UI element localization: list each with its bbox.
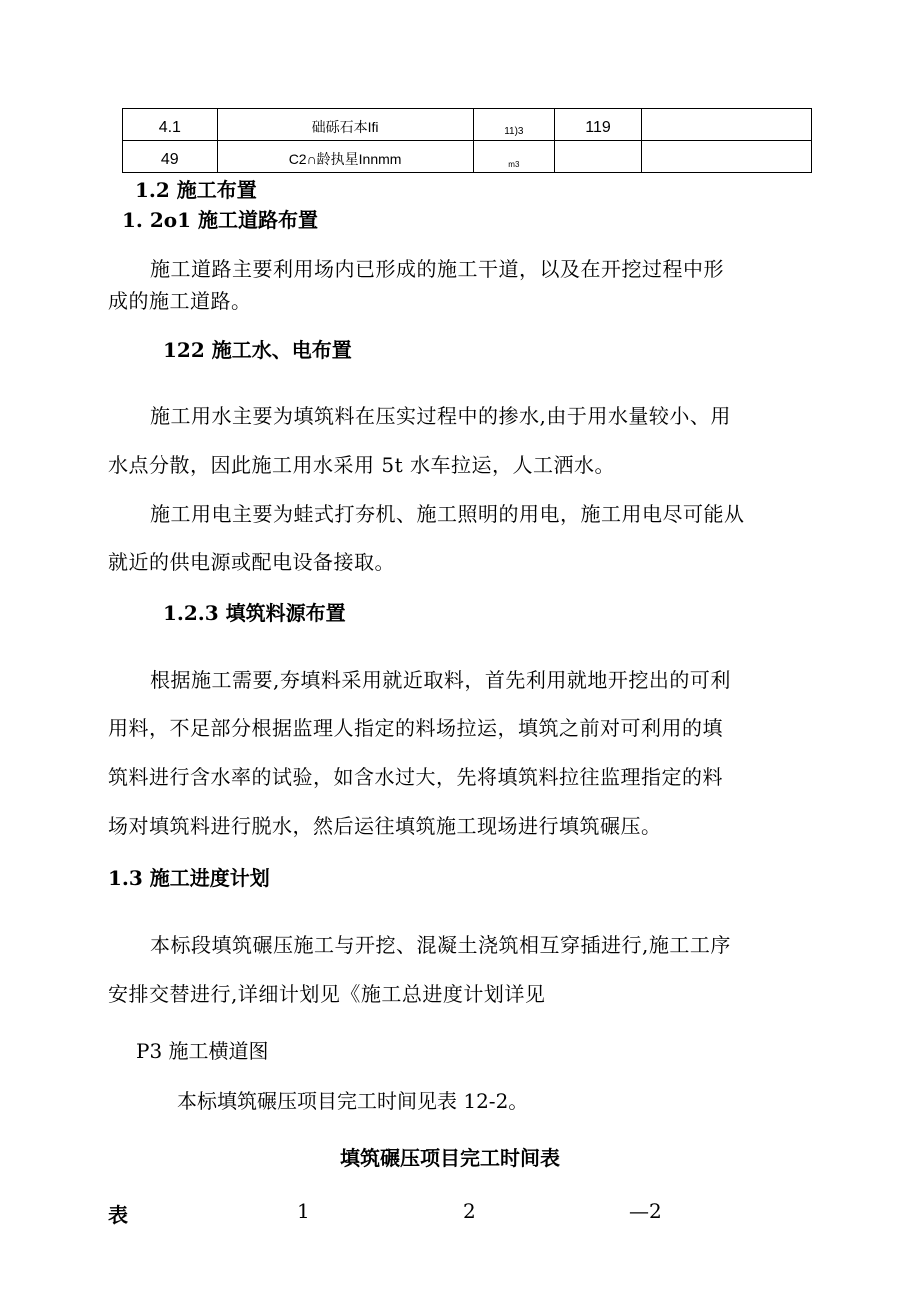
- item-name: 础砾石本Ifi: [311, 119, 379, 135]
- paragraph-line: 本标段填筑碾压施工与开挖、混凝土浇筑相互穿插进行,施工工序: [150, 933, 731, 957]
- table-number-part: —2: [629, 1199, 662, 1223]
- paragraph-line: 筑料进行含水率的试验，如含水过大，先将填筑料拉往监理指定的料: [108, 765, 723, 789]
- paragraph-line: 施工用水主要为填筑料在压实过程中的掺水,由于用水量较小、用: [150, 404, 731, 428]
- table-row: [123, 141, 812, 173]
- item-unit: 11)3: [504, 126, 524, 137]
- item-name: C2∩龄执星Innmm: [288, 151, 402, 167]
- paragraph-line: 成的施工道路。: [108, 289, 252, 313]
- paragraph-line: 用料，不足部分根据监理人指定的料场拉运，填筑之前对可利用的填: [108, 716, 723, 740]
- paragraph-line: 水点分散，因此施工用水采用 5t 水车拉运，人工洒水。: [108, 453, 615, 477]
- quantity-table: [122, 108, 812, 173]
- paragraph-line: 施工用电主要为蛙式打夯机、施工照明的用电，施工用电尽可能从: [150, 502, 745, 526]
- table-number-part: 2: [463, 1199, 476, 1223]
- item-unit-superscript: 3: [514, 160, 520, 169]
- table-number-part: 1: [297, 1199, 310, 1223]
- section-1-3-title: 1.3 施工进度计划: [108, 866, 270, 890]
- item-unit: m: [508, 160, 515, 169]
- paragraph-line: 场对填筑料进行脱水，然后运往填筑施工现场进行填筑碾压。: [108, 814, 662, 838]
- section-1-2-2-title: 122 施工水、电布置: [163, 338, 352, 362]
- item-quantity: 119: [585, 119, 611, 136]
- completion-time-line: 本标填筑碾压项目完工时间见表 12-2。: [177, 1089, 529, 1113]
- paragraph-line: 安排交替进行,详细计划见《施工总进度计划详见: [108, 982, 546, 1006]
- paragraph-line: 施工道路主要利用场内已形成的施工干道，以及在开挖过程中形: [150, 257, 724, 281]
- table-label: 表: [108, 1203, 128, 1227]
- paragraph-line: 根据施工需要,夯填料采用就近取料，首先利用就地开挖出的可利: [150, 668, 731, 692]
- table-row: [123, 109, 812, 141]
- item-number: 4.1: [158, 119, 181, 136]
- section-1-2-3-title: 1.2.3 填筑料源布置: [163, 601, 346, 625]
- item-number: 49: [160, 151, 179, 168]
- section-1-2-title: 1.2 施工布置: [135, 178, 257, 202]
- p3-gantt-line: P3 施工横道图: [136, 1039, 269, 1063]
- paragraph-line: 就近的供电源或配电设备接取。: [108, 550, 395, 574]
- section-1-2-1-title: 1. 2o1 施工道路布置: [122, 208, 318, 232]
- completion-table-title: 填筑碾压项目完工时间表: [340, 1146, 560, 1170]
